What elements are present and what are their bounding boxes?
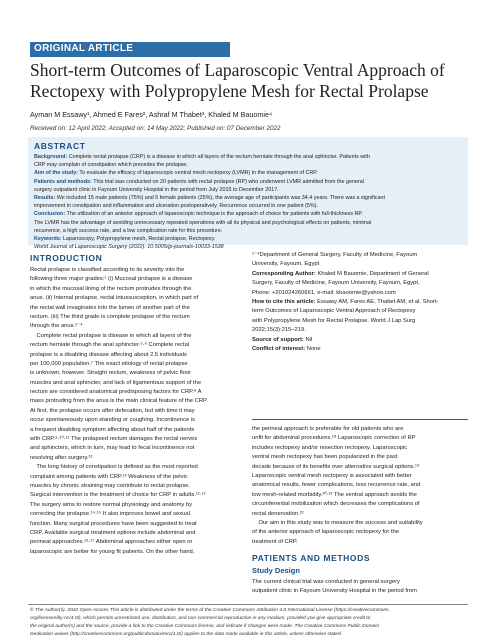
right-column-text: [252, 425, 468, 547]
abstract-line: [34, 194, 464, 202]
study-design-text: [252, 578, 468, 597]
abstract-text: [34, 153, 464, 251]
abstract-line-text: surgery outpatient clinic in Fayoum University Hospital in the period from July 2015 to December 2017.: [34, 186, 279, 193]
citation-text: term Outcomes of Laparoscopic Ventral Approach of Rectopexy: [252, 308, 416, 315]
corresponding-author: [252, 279, 468, 288]
citation: [252, 317, 468, 326]
abstract-line: [34, 219, 464, 227]
body-text-line: rectum herniate through the anal sphincter.⁵·⁶ Complete rectal: [30, 342, 190, 349]
abstract-line: [34, 186, 464, 194]
body-text-line: per 100,000 population.⁷ The exact etiology of rectal prolapse: [30, 360, 188, 367]
license-footer: [30, 607, 468, 639]
body-text-line: treatment of CRP.: [252, 538, 298, 545]
citation-text: Essawy AM, Fares AE, Thabet AM, et al. Short-: [315, 298, 439, 305]
abstract-line-label: Background:: [34, 154, 68, 160]
abstract-line-text: CRP may complain of constipation which precedes the prolapse.: [34, 162, 188, 169]
corresponding-author: [252, 289, 468, 298]
corresponding-author-text: Surgery, Faculty of Medicine, Fayoum University, Fayoum, Egypt,: [252, 280, 420, 287]
body-text-line: Laparoscopic ventral mesh rectopexy is associated with better: [252, 472, 412, 479]
body-text-line: is unknown, however. Straight rectum, weakness of pelvic floor: [30, 370, 192, 377]
abstract-line-text: improvement in constipation and inflammation and ulceration postoperatively. Recurrence occurred in one patient (5%).: [34, 203, 318, 210]
citation: [252, 326, 468, 335]
abstract-line-label: Patients and methods:: [34, 178, 92, 185]
abstract-line-label: Results:: [34, 194, 56, 201]
abstract-line: [34, 161, 464, 169]
body-text-line: muscles and anal sphincter, and lack of ligamentous support of the: [30, 379, 202, 386]
body-text-line: mass protruding from the anus is the main clinical feature of the CRP.: [30, 398, 208, 405]
abstract-line-text: Laparoscopy, Polypropylene mesh, Rectal prolapse, Rectopexy.: [61, 235, 216, 242]
license-line: Dedication waiver (http://creativecommons.org/publicdomain/zero/1.0/) applies to the data made available in this article, unless otherwise stated.: [30, 632, 343, 637]
body-text-line: prolapse is a disabling disease affecting about 2.5 individuals: [30, 351, 187, 358]
abstract-line-text: The LVMR has the advantage of avoiding unnecessary repeated operations with all its physical and psychological effects on patients, minimal: [34, 219, 372, 226]
body-text-line: circumferential mobilization which decreases the complications of: [252, 501, 420, 508]
citation: [252, 307, 468, 316]
section-label-bar: [30, 42, 230, 57]
corresponding-author-text: Khaled M Bauomie, Department of General: [315, 270, 429, 277]
affiliation-divider: [252, 419, 468, 420]
abstract-line: [34, 210, 464, 218]
corresponding-author-text: Phone: +201024260661, e-mail: kbaoomie@yahoo.com: [252, 289, 396, 296]
patients-methods-heading: PATIENTS AND METHODS: [252, 553, 371, 563]
abstract-line-text: This trial was conducted on 20 patients with rectal prolapse (RP) who underwent LVMR admitted from the general: [91, 178, 364, 185]
conflict-of-interest-value: None: [305, 345, 321, 352]
body-text-line: decade because of its benefits over alternative surgical options.¹⁹: [252, 463, 420, 470]
body-text-line: anus. (ii) Internal prolapse, rectal intussusception, in which part of: [30, 295, 199, 302]
section-label: ORIGINAL ARTICLE: [34, 43, 134, 54]
body-text-line: in which the mucosal lining of the rectum protrudes through the: [30, 285, 192, 292]
body-text-line: the perineal approach is preferable for old patients who are: [252, 426, 404, 432]
license-line: the original author(s) and the source, provide a link to the Creative Commons license, and indicate if changes were made. The Creative Commons Public Domain: [30, 624, 380, 629]
citation-text: 2022;15(3):215–219.: [252, 327, 306, 334]
support-source-value: Nil: [303, 336, 313, 343]
body-text-line: rectal denervation.²²: [252, 510, 304, 517]
abstract-line-label: Keywords:: [34, 235, 62, 242]
support-source-label: Source of support:: [252, 336, 304, 343]
study-design-subheading: Study Design: [252, 566, 300, 575]
abstract-heading: ABSTRACT: [34, 141, 86, 151]
body-text-line: unfit for abdominal procedures.¹⁸ Laparoscopic correction of RP: [252, 435, 416, 442]
body-text-line: At first, the prolapse occurs after defecation, but with time it may: [30, 407, 195, 414]
abstract-line: [34, 153, 464, 161]
body-text-line: anatomical results, fewer complications, less recurrence rate, and: [252, 482, 421, 489]
body-text-line: function. Many surgical procedures have been suggested to treat: [30, 520, 197, 527]
body-text-line: Rectal prolapse is classified according to its severity into the: [30, 267, 185, 273]
license-line: © The Author(s). 2022 Open Access This article is distributed under the terms of the Creative Commons Attribution 4.0 International License (https://creativecommons.: [30, 608, 390, 613]
citation-text: with Polypropylene Mesh for Rectal Prolapse. World J Lap Surg: [252, 317, 416, 324]
affiliation-block: [252, 251, 468, 354]
affiliation-line: ¹⁻⁴Department of General Surgery, Faculty of Medicine, Fayoum: [252, 252, 418, 258]
citation-label: How to cite this article:: [252, 298, 316, 305]
body-text-line: Surgical intervention is the treatment of choice for CRP in adults.¹²·¹³: [30, 492, 206, 499]
body-text-line: through the anus.²⁻⁴: [30, 323, 83, 330]
support-source: [252, 336, 468, 345]
body-text-line: of the anterior approach of laparoscopic rectopexy for the: [252, 529, 399, 536]
body-text-line: occur spontaneously upon standing or coughing. Incontinence is: [30, 417, 196, 424]
body-text-line: complaint among patients with CRP.¹³ Weakness of the pelvic: [30, 473, 188, 480]
body-text-line: Our aim in this study was to measure the success and suitability: [252, 519, 423, 526]
abstract-line-text: The utilization of an anterior approach of laparoscopic technique is the approach of choice for patients with full-thickness RP.: [65, 211, 363, 218]
body-text-line: correcting the prolapse.¹⁴·¹⁵ It also improves bowel and sexual: [30, 511, 190, 518]
affiliation-line: University, Fayoum, Egypt: [252, 261, 320, 268]
abstract-line: [34, 178, 464, 186]
abstract-line: [34, 202, 464, 210]
body-text-line: ventral mesh rectopexy has been popularized in the past: [252, 454, 398, 461]
abstract-line: [34, 235, 464, 243]
publication-dates: Received on: 12 April 2022; Accepted on: 14 May 2022; Published on: 07 December 2022: [30, 125, 281, 132]
footer-divider: [28, 604, 468, 605]
body-text-line: rectum are considered anatomical predisposing factors for CRP.⁸ A: [30, 389, 202, 396]
article-title: Short-term Outcomes of Laparoscopic Ventral Approach of Rectopexy with Polypropylene Mesh for Rectal Prolapse: [30, 60, 445, 101]
abstract-line-label: Conclusion:: [34, 211, 66, 218]
abstract-line-text: To evaluate the efficacy of laparoscopic ventral mesh rectopexy (LVMR) in the management of CRP.: [78, 170, 318, 177]
body-text-line: CRP. Available surgical treatment options include abdominal and: [30, 529, 196, 536]
abstract-line: [34, 227, 464, 235]
body-text-line: includes rectopexy and/or resection rectopexy. Laparoscopic: [252, 444, 408, 451]
introduction-text: [30, 266, 244, 557]
body-text-line: with CRP.⁹·¹⁰·¹¹ The prolapsed rectum damages the rectal nerves: [30, 436, 198, 443]
body-text-line: Complete rectal prolapse is disease in which all layers of the: [30, 332, 192, 339]
corresponding-author-label: Corresponding Author:: [252, 270, 316, 277]
body-text-line: low mesh-related morbidity.²⁰·²¹ The ventral approach avoids the: [252, 491, 417, 498]
body-text-line: outpatient clinic in Fayoum University Hospital in the period from: [252, 588, 417, 595]
body-text-line: and sphincters, which in turn, may lead to fecal incontinence not: [30, 445, 195, 452]
license-line: org/licenses/by-nc/4.0/), which permits unrestricted use, distribution, and non-commercial reproduction in any medium, provided you give appropriate credit to: [30, 616, 371, 621]
body-text-line: The surgery aims to restore normal physiology and anatomy by: [30, 501, 193, 508]
body-text-line: The current clinical trial was conducted in general surgery: [252, 579, 400, 585]
body-text-line: resolving after surgery.¹²: [30, 454, 93, 461]
author-list: Ayman M Essawy¹, Ahmed E Fares², Ashraf M Thabet³, Khaled M Bauomie⁴: [30, 110, 273, 119]
body-text-line: the rectal wall invaginates into the lumen of another part of the: [30, 304, 190, 311]
citation: [252, 298, 468, 307]
body-text-line: muscles by chronic straining may contribute to rectal prolapse.: [30, 482, 191, 489]
abstract-line-text: We included 15 male patients (75%) and 5 female patients (25%), the average age of participants was 34.4 years. There was a significant: [55, 194, 385, 201]
introduction-heading: INTRODUCTION: [30, 253, 103, 263]
body-text-line: rectum. (iii) The third grade is complete prolapse of the rectum: [30, 313, 190, 320]
corresponding-author: [252, 270, 468, 279]
conflict-of-interest: [252, 345, 468, 354]
abstract-line: [34, 169, 464, 177]
abstract-line-label: Aim of the study:: [34, 170, 79, 177]
abstract-line-text: World Journal of Laparoscopic Surgery (2022): 10.5005/jp-journals-10033-1538: [34, 244, 224, 251]
abstract-line-text: Complete rectal prolapse (CRP) is a disease in which all layers of the rectum herniate through the anal sphincter. Patients with: [67, 154, 370, 160]
abstract-line-text: recurrence, a high success rate, and a low complication rate for this procedure.: [34, 227, 223, 234]
conflict-of-interest-label: Conflict of interest:: [252, 345, 306, 352]
body-text-line: a frequent disabling symptom affecting about half of the patients: [30, 426, 195, 433]
body-text-line: following three major grades:¹ (i) Mucosal prolapse is a disease: [30, 276, 193, 283]
body-text-line: laparoscopic are better for young fit patients. On the other hand,: [30, 548, 195, 555]
body-text-line: perineal approaches.¹⁶·¹⁷ Abdominal approaches either open or: [30, 539, 193, 546]
body-text-line: The long history of constipation is defined as the most reported: [30, 464, 198, 471]
